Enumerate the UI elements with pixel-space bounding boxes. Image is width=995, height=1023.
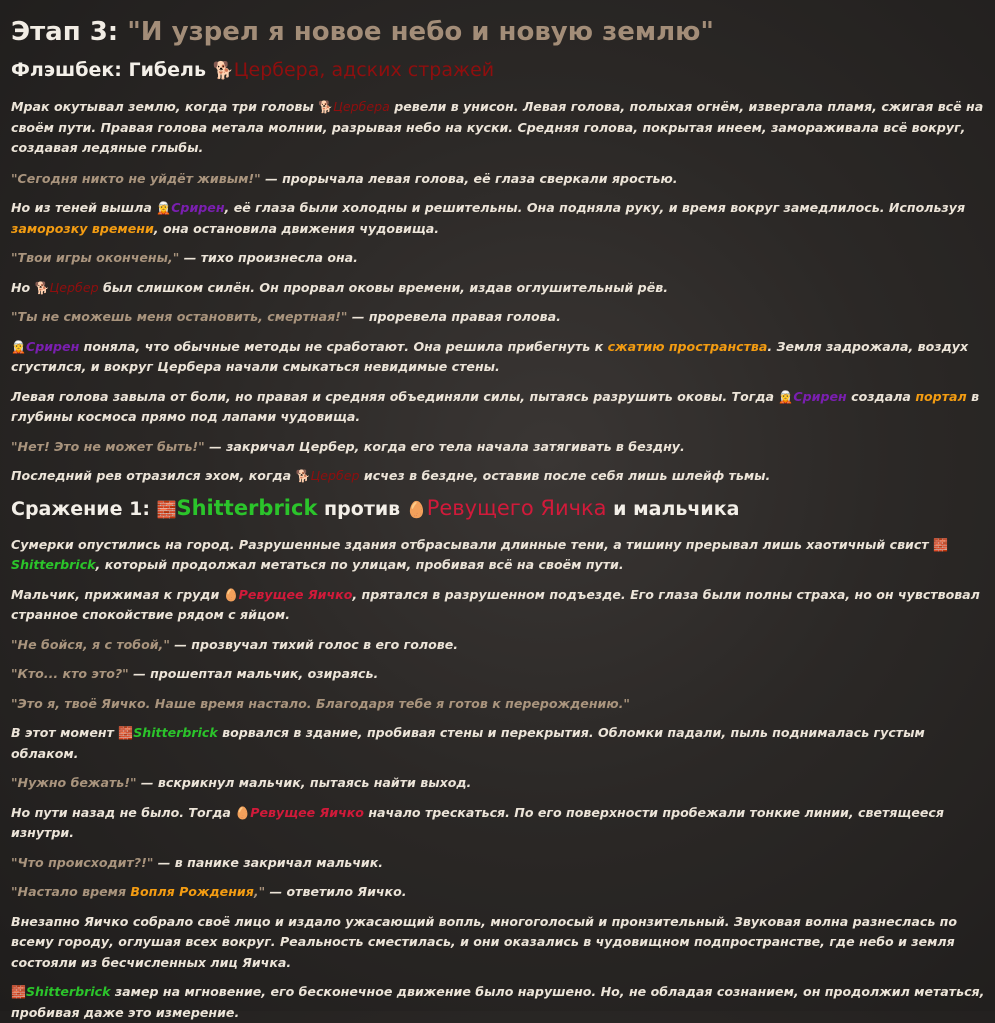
skill-name: сжатию пространства	[607, 338, 768, 354]
story-paragraph	[11, 803, 986, 844]
text: исчез в бездне, оставив после себя лишь шлейф тьмы.	[359, 468, 771, 483]
quote: "Нет! Это не может быть!"	[11, 438, 205, 454]
text: , который продолжал метаться по улицам, пробивая всё на своём пути.	[95, 557, 624, 572]
story-paragraph	[11, 466, 986, 487]
story-paragraph	[11, 694, 986, 715]
text: Левая голова завыла от боли, но правая и средняя объединяли силы, пытаясь разрушить оковы. Тогда	[11, 388, 779, 404]
fighter2-name: Ревущего Яичка	[426, 495, 607, 520]
character-name: Срирен	[171, 200, 225, 215]
mage-icon: 🧝	[156, 201, 172, 215]
story-paragraph	[11, 169, 986, 190]
egg-icon: 🥚	[235, 805, 251, 820]
story-paragraph	[11, 535, 986, 576]
character-name: Shitterbrick	[25, 984, 111, 999]
story-paragraph	[11, 585, 986, 626]
text: создала	[846, 388, 916, 404]
text: , она остановила движения чудовища.	[153, 220, 440, 236]
story-paragraph	[11, 278, 986, 299]
text: — ответило Яичко.	[265, 884, 407, 899]
story-paragraph	[11, 635, 986, 656]
text: — закричал Цербер, когда его тела начала затягивать в бездну.	[204, 438, 685, 454]
story-paragraph	[11, 982, 986, 1023]
character-name: Срирен	[25, 338, 80, 354]
text: В этот момент	[11, 725, 119, 740]
text: , её глаза были холодны и решительны. Она подняла руку, и время вокруг замедлилось. Используя	[224, 200, 966, 215]
text: Мальчик, прижимая к груди	[11, 586, 224, 602]
mage-icon: 🧝	[11, 339, 26, 354]
stage-title	[11, 14, 986, 50]
dog-icon: 🐕	[318, 100, 334, 114]
character-name: Ревущее Яичко	[238, 586, 353, 602]
text: Но	[11, 279, 35, 295]
content	[11, 14, 986, 1023]
text: — прорычала левая голова, её глаза сверкали яростью.	[260, 170, 678, 186]
fighter1-name: Shitterbrick	[176, 495, 318, 520]
text: — тихо произнесла она.	[179, 250, 358, 265]
dog-icon: 🐕	[34, 280, 50, 295]
text: Мрак окутывал землю, когда три головы	[11, 99, 319, 114]
mage-icon: 🧝	[778, 389, 794, 404]
story-paragraph	[11, 97, 986, 159]
quote: ,"	[253, 884, 266, 899]
story-paragraph	[11, 853, 986, 874]
text: — вскрикнул мальчик, пытаясь найти выход.	[136, 775, 472, 790]
text: Но пути назад не было. Тогда	[11, 804, 236, 820]
quote: "Кто... кто это?"	[11, 666, 129, 681]
flashback-target: Цербера, адских стражей	[233, 59, 495, 81]
story-paragraph	[11, 912, 986, 974]
text: . Земля задрожала, воздух сгустился, и вокруг Цербера начали смыкаться невидимые стены.	[11, 338, 969, 374]
text: в глубины космоса прямо под лапами чудовища.	[11, 388, 980, 424]
battle-prefix: Сражение 1:	[11, 497, 157, 520]
story-paragraph	[11, 307, 986, 328]
egg-icon: 🥚	[223, 587, 239, 602]
brick-icon: 🧱	[933, 537, 948, 552]
quote: "Это я, твоё Яичко. Наше время настало. Благодаря тебе я готов к перерождению."	[11, 695, 630, 711]
story-paragraph	[11, 773, 986, 794]
story-paragraph	[11, 723, 986, 764]
story-paragraph	[11, 882, 986, 903]
text: ворвался в здание, пробивая стены и перекрытия. Обломки падали, пыль поднималась густым облаком.	[11, 725, 925, 761]
text: — проревела правая голова.	[347, 309, 561, 324]
character-name: Shitterbrick	[11, 557, 96, 572]
brick-icon: 🧱	[156, 499, 177, 519]
brick-icon: 🧱	[118, 726, 134, 740]
brick-icon: 🧱	[11, 985, 26, 999]
quote: "Настало время	[11, 884, 131, 899]
dog-icon: 🐕	[212, 61, 234, 81]
stage-quote: "И узрел я новое небо и новую землю"	[127, 17, 714, 47]
quote: "Твои игры окончены,"	[11, 250, 180, 265]
battle-heading	[11, 493, 986, 525]
text: был слишком силён. Он прорвал оковы времени, издав оглушительный рёв.	[98, 279, 668, 295]
text: поняла, что обычные методы не сработают. Она решила прибегнуть к	[79, 338, 608, 354]
vs-label: против	[317, 497, 407, 520]
quote: "Не бойся, я с тобой,"	[11, 636, 170, 652]
story-paragraph	[11, 198, 986, 239]
quote: "Ты не сможешь меня остановить, смертная!"	[11, 309, 348, 324]
character-name: Цербер	[310, 468, 360, 483]
character-name: Цербер	[49, 279, 99, 295]
text: , прятался в разрушенном подъезде. Его глаза были полны страха, но он чувствовал странное спокойствие рядом с яйцом.	[11, 586, 980, 622]
text: — прозвучал тихий голос в его голове.	[169, 636, 459, 652]
character-name: Shitterbrick	[133, 725, 218, 740]
story-paragraph	[11, 248, 986, 269]
quote: "Сегодня никто не уйдёт живым!"	[11, 170, 261, 186]
text: — прошептал мальчик, озираясь.	[128, 666, 379, 681]
story-paragraph	[11, 337, 986, 378]
character-name: Срирен	[793, 388, 847, 404]
skill-name: портал	[915, 388, 967, 404]
text: Последний рев отразился эхом, когда	[11, 468, 296, 483]
battle-suffix: и мальчика	[606, 497, 740, 520]
egg-icon: 🥚	[406, 499, 427, 519]
stage-prefix: Этап 3:	[11, 17, 128, 47]
quote: "Что происходит?!"	[11, 854, 154, 870]
dog-icon: 🐕	[295, 469, 311, 483]
character-name: Ревущее Яичко	[250, 804, 364, 820]
story-paragraph	[11, 387, 986, 428]
skill-name: заморозку времени	[11, 220, 154, 236]
text: Сумерки опустились на город. Разрушенные здания отбрасывали длинные тени, а тишину прерывал лишь хаотичный свист	[11, 536, 934, 552]
story-paragraph	[11, 437, 986, 458]
text: Но из теней вышла	[11, 200, 157, 215]
character-name: Цербера	[333, 99, 390, 114]
skill-name: Вопля Рождения	[130, 884, 254, 899]
quote: "Нужно бежать!"	[11, 775, 137, 790]
flashback-heading	[11, 55, 986, 86]
text: — в панике закричал мальчик.	[153, 854, 384, 870]
flashback-prefix: Флэшбек: Гибель	[11, 59, 213, 81]
text: Внезапно Яичко собрало своё лицо и издало ужасающий вопль, многоголосый и пронзительный. Звуковая волна разнеслась по всему городу, оглушая всех вокруг. Реальность сместилась, и они оказались в чудовищном подпространстве, где небо и земля состояли из бесчисленных лиц Яичка.	[11, 913, 958, 970]
text: начало трескаться. По его поверхности пробежали тонкие линии, светящееся изнутри.	[11, 804, 944, 840]
text: замер на мгновение, его бесконечное движение было нарушено. Но, не обладая сознанием, он продолжил метаться, пробивая даже это измерение.	[11, 984, 985, 1020]
text: ревели в унисон. Левая голова, полыхая огнём, извергала пламя, сжигая всё на своём пути. Правая голова метала молнии, разрывая небо на куски. Средняя голова, покрытая инеем, замораживала всё вокруг, создавая ледяные глыбы.	[11, 99, 984, 155]
story-paragraph	[11, 664, 986, 685]
